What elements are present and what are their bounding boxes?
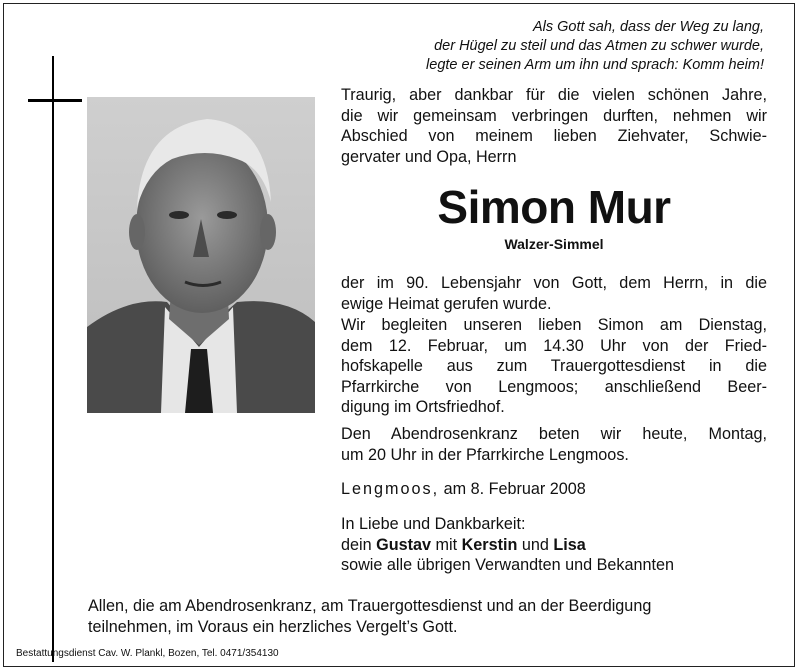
funeral-line: digung im Ortsfriedhof. — [341, 398, 505, 416]
mourner-name: Kerstin — [461, 535, 518, 554]
poem — [426, 18, 764, 75]
funeral-paragraph — [341, 315, 767, 418]
rosary-line: Den Abendrosenkranz beten wir heute, Montag, — [341, 425, 767, 443]
funeral-line: dem 12. Februar, um 14.30 Uhr von der Fried- — [341, 336, 767, 355]
death-notice-paragraph — [341, 273, 767, 314]
cross-icon — [52, 56, 54, 662]
date-text: am 8. Februar 2008 — [443, 480, 586, 498]
intro-line: gervater und Opa, Herrn — [341, 147, 517, 166]
place-date — [341, 479, 767, 500]
mourner-name: Gustav — [376, 535, 431, 554]
mourners-block — [341, 514, 767, 576]
place-name: Lengmoos, — [341, 480, 440, 498]
thanks-line: Allen, die am Abendrosenkranz, am Trauergottesdienst und an der Beerdigung — [88, 597, 652, 615]
intro-paragraph — [341, 85, 767, 167]
mourners-names — [341, 535, 767, 556]
thanks-paragraph — [88, 596, 651, 637]
mourners-word: und — [521, 535, 549, 554]
intro-line: Traurig, aber dankbar für die vielen schönen Jahre, — [341, 86, 767, 104]
funeral-line: hofskapelle aus zum Trauergottesdienst in die — [341, 357, 767, 375]
deceased-name: Simon Mur — [437, 181, 671, 233]
intro-line: Abschied von meinem lieben Ziehvater, Schwie- — [341, 127, 767, 145]
cross-bar — [28, 99, 82, 102]
mourners-others: sowie alle übrigen Verwandten und Bekannten — [341, 556, 674, 574]
mourners-heading: In Liebe und Dankbarkeit: — [341, 515, 526, 533]
poem-line: legte er seinen Arm um ihn und sprach: Komm heim! — [426, 57, 764, 73]
funeral-service-footer: Bestattungsdienst Cav. W. Plankl, Bozen, Tel. 0471/354130 — [16, 648, 279, 659]
death-notice-line: der im 90. Lebensjahr von Gott, dem Herrn, in die — [341, 274, 767, 292]
funeral-line: Wir begleiten unseren lieben Simon am Dienstag, — [341, 316, 767, 334]
mourners-word: mit — [435, 535, 458, 554]
funeral-line: Pfarrkirche von Lengmoos; anschließend Beer- — [341, 377, 767, 396]
poem-line: der Hügel zu steil und das Atmen zu schwer wurde, — [434, 38, 764, 54]
poem-line: Als Gott sah, dass der Weg zu lang, — [532, 19, 764, 35]
thanks-line: teilnehmen, im Voraus ein herzliches Vergelt’s Gott. — [88, 617, 458, 636]
mourners-word: dein — [341, 535, 372, 554]
portrait-photo — [87, 97, 315, 413]
deceased-nickname: Walzer-Simmel — [504, 236, 604, 252]
rosary-paragraph — [341, 424, 767, 465]
mourner-name: Lisa — [553, 535, 586, 554]
death-notice-line: ewige Heimat gerufen wurde. — [341, 294, 552, 313]
rosary-line: um 20 Uhr in der Pfarrkirche Lengmoos. — [341, 445, 629, 464]
intro-line: die wir gemeinsam verbringen durften, nehmen wir — [341, 106, 767, 125]
